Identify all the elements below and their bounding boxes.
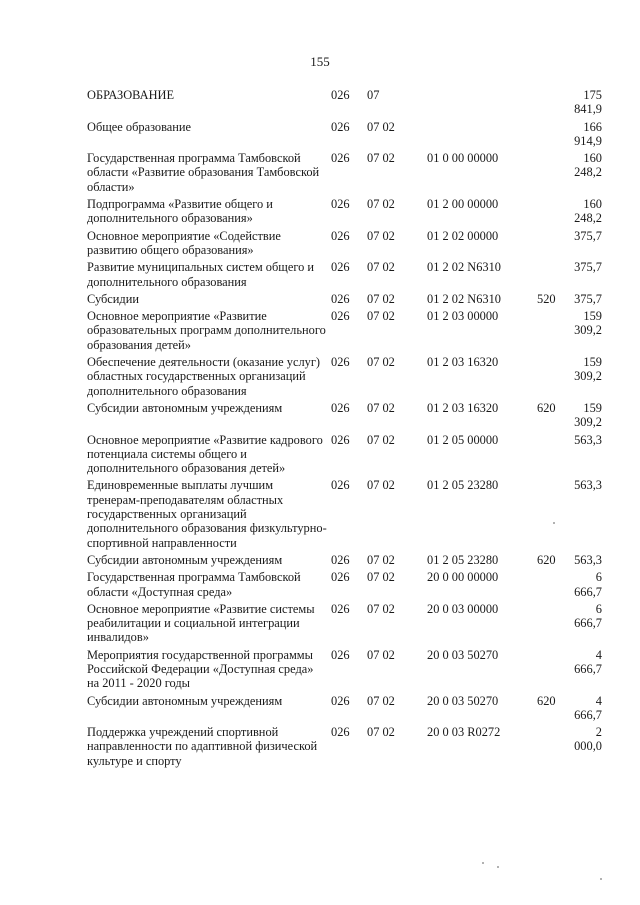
program-code: 01 0 00 00000 xyxy=(427,151,499,166)
item-name: Основное мероприятие «Развитие образовательных программ дополнительного образования детей» xyxy=(87,309,326,352)
amount: 375,7 xyxy=(574,228,602,243)
amount: 4 666,7 xyxy=(574,693,602,722)
section-code: 07 02 xyxy=(367,228,395,243)
expense-type-code: 620 xyxy=(537,552,556,567)
table-row xyxy=(87,570,602,599)
program-code: 01 2 02 N6310 xyxy=(427,291,501,306)
item-name: Основное мероприятие «Содействие развитию общего образования» xyxy=(87,228,281,257)
amount: 2 000,0 xyxy=(574,725,602,754)
expense-type-code: 620 xyxy=(537,400,556,415)
amount: 160 248,2 xyxy=(574,151,602,180)
admin-code: 026 xyxy=(331,552,350,567)
program-code: 01 2 03 16320 xyxy=(427,355,499,370)
item-name: Поддержка учреждений спортивной направленности по адаптивной физической культуре и спорту xyxy=(87,725,318,768)
program-code: 01 2 00 00000 xyxy=(427,197,499,212)
program-code: 01 2 02 N6310 xyxy=(427,260,501,275)
amount: 375,7 xyxy=(574,291,602,306)
program-code: 20 0 03 00000 xyxy=(427,601,499,616)
item-name: ОБРАЗОВАНИЕ xyxy=(87,88,175,102)
section-code: 07 02 xyxy=(367,570,395,585)
section-code: 07 02 xyxy=(367,309,395,324)
table-row xyxy=(87,478,602,549)
amount: 563,3 xyxy=(574,478,602,493)
amount: 159 309,2 xyxy=(574,400,602,430)
admin-code: 026 xyxy=(331,355,350,370)
admin-code: 026 xyxy=(331,478,350,493)
admin-code: 026 xyxy=(331,725,350,740)
item-name: Обеспечение деятельности (оказание услуг) областных государственных организаций дополнительного образования xyxy=(87,355,321,398)
amount: 175 841,9 xyxy=(574,88,602,117)
expense-type-code: 620 xyxy=(537,693,556,708)
table-row xyxy=(87,229,602,258)
program-code: 01 2 05 23280 xyxy=(427,552,499,567)
admin-code: 026 xyxy=(331,260,350,275)
item-name: Основное мероприятие «Развитие кадрового потенциала системы общего и дополнительного образования детей» xyxy=(87,432,323,476)
amount: 166 914,9 xyxy=(574,119,602,148)
amount: 563,3 xyxy=(574,432,602,447)
table-row xyxy=(87,648,602,691)
amount: 4 666,7 xyxy=(574,647,602,676)
admin-code: 026 xyxy=(331,309,350,324)
section-code: 07 02 xyxy=(367,552,395,567)
program-code: 20 0 03 R0272 xyxy=(427,725,501,740)
table-row xyxy=(87,725,602,768)
item-name: Субсидии автономным учреждениям xyxy=(87,552,283,567)
item-name: Государственная программа Тамбовской области «Доступная среда» xyxy=(87,570,301,599)
table-row xyxy=(87,433,602,476)
section-code: 07 02 xyxy=(367,119,395,134)
table-row xyxy=(87,88,602,117)
admin-code: 026 xyxy=(331,291,350,306)
item-name: Основное мероприятие «Развитие системы реабилитации и социальной интеграции инвалидов» xyxy=(87,601,315,645)
program-code: 01 2 05 00000 xyxy=(427,432,499,447)
admin-code: 026 xyxy=(331,151,350,166)
item-name: Субсидии автономным учреждениям xyxy=(87,693,283,708)
admin-code: 026 xyxy=(331,693,350,708)
section-code: 07 02 xyxy=(367,478,395,493)
amount: 563,3 xyxy=(574,552,602,567)
expense-type-code: 520 xyxy=(537,291,556,306)
table-row xyxy=(87,355,602,398)
scan-speck xyxy=(600,878,602,880)
item-name: Субсидии xyxy=(87,291,139,306)
item-name: Мероприятия государственной программы Российской Федерации «Доступная среда» на 2011 - 2020 годы xyxy=(87,647,314,691)
section-code: 07 02 xyxy=(367,400,395,415)
table-row xyxy=(87,292,602,306)
section-code: 07 02 xyxy=(367,197,395,212)
budget-table xyxy=(87,88,602,771)
program-code: 20 0 03 50270 xyxy=(427,647,499,662)
program-code: 20 0 03 50270 xyxy=(427,693,499,708)
table-row xyxy=(87,553,602,567)
program-code: 01 2 03 00000 xyxy=(427,309,499,324)
program-code: 01 2 05 23280 xyxy=(427,478,499,493)
admin-code: 026 xyxy=(331,400,350,415)
section-code: 07 02 xyxy=(367,260,395,275)
admin-code: 026 xyxy=(331,228,350,243)
table-row xyxy=(87,401,602,430)
table-row xyxy=(87,602,602,645)
program-code: 20 0 00 00000 xyxy=(427,570,499,585)
admin-code: 026 xyxy=(331,601,350,616)
scan-speck xyxy=(482,862,484,864)
item-name: Развитие муниципальных систем общего и дополнительного образования xyxy=(87,260,315,289)
scan-speck xyxy=(497,866,499,868)
amount: 159 309,2 xyxy=(574,309,602,338)
section-code: 07 02 xyxy=(367,151,395,166)
amount: 159 309,2 xyxy=(574,355,602,384)
section-code: 07 02 xyxy=(367,725,395,740)
item-name: Подпрограмма «Развитие общего и дополнительного образования» xyxy=(87,197,273,226)
scan-speck xyxy=(553,522,555,524)
admin-code: 026 xyxy=(331,197,350,212)
section-code: 07 02 xyxy=(367,291,395,306)
admin-code: 026 xyxy=(331,647,350,662)
table-row xyxy=(87,120,602,149)
admin-code: 026 xyxy=(331,570,350,585)
table-row xyxy=(87,197,602,226)
section-code: 07 02 xyxy=(367,647,395,662)
item-name: Субсидии автономным учреждениям xyxy=(87,400,283,415)
amount: 375,7 xyxy=(574,260,602,275)
section-code: 07 02 xyxy=(367,601,395,616)
amount: 160 248,2 xyxy=(574,197,602,226)
table-row xyxy=(87,694,602,723)
admin-code: 026 xyxy=(331,119,350,134)
table-row xyxy=(87,309,602,352)
section-code: 07 xyxy=(367,88,380,102)
section-code: 07 02 xyxy=(367,432,395,447)
admin-code: 026 xyxy=(331,432,350,447)
item-name: Единовременные выплаты лучшим тренерам-преподавателям областных государственных организаций дополнительного образования физкультурно-спортивной направленности xyxy=(87,478,327,550)
amount: 6 666,7 xyxy=(574,570,602,599)
page-number: 155 xyxy=(310,54,330,69)
program-code: 01 2 03 16320 xyxy=(427,400,499,415)
table-row xyxy=(87,260,602,289)
item-name: Общее образование xyxy=(87,119,192,134)
section-code: 07 02 xyxy=(367,693,395,708)
admin-code: 026 xyxy=(331,88,350,102)
table-row xyxy=(87,151,602,194)
section-code: 07 02 xyxy=(367,355,395,370)
item-name: Государственная программа Тамбовской области «Развитие образования Тамбовской области» xyxy=(87,151,320,194)
program-code: 01 2 02 00000 xyxy=(427,228,499,243)
amount: 6 666,7 xyxy=(574,601,602,631)
